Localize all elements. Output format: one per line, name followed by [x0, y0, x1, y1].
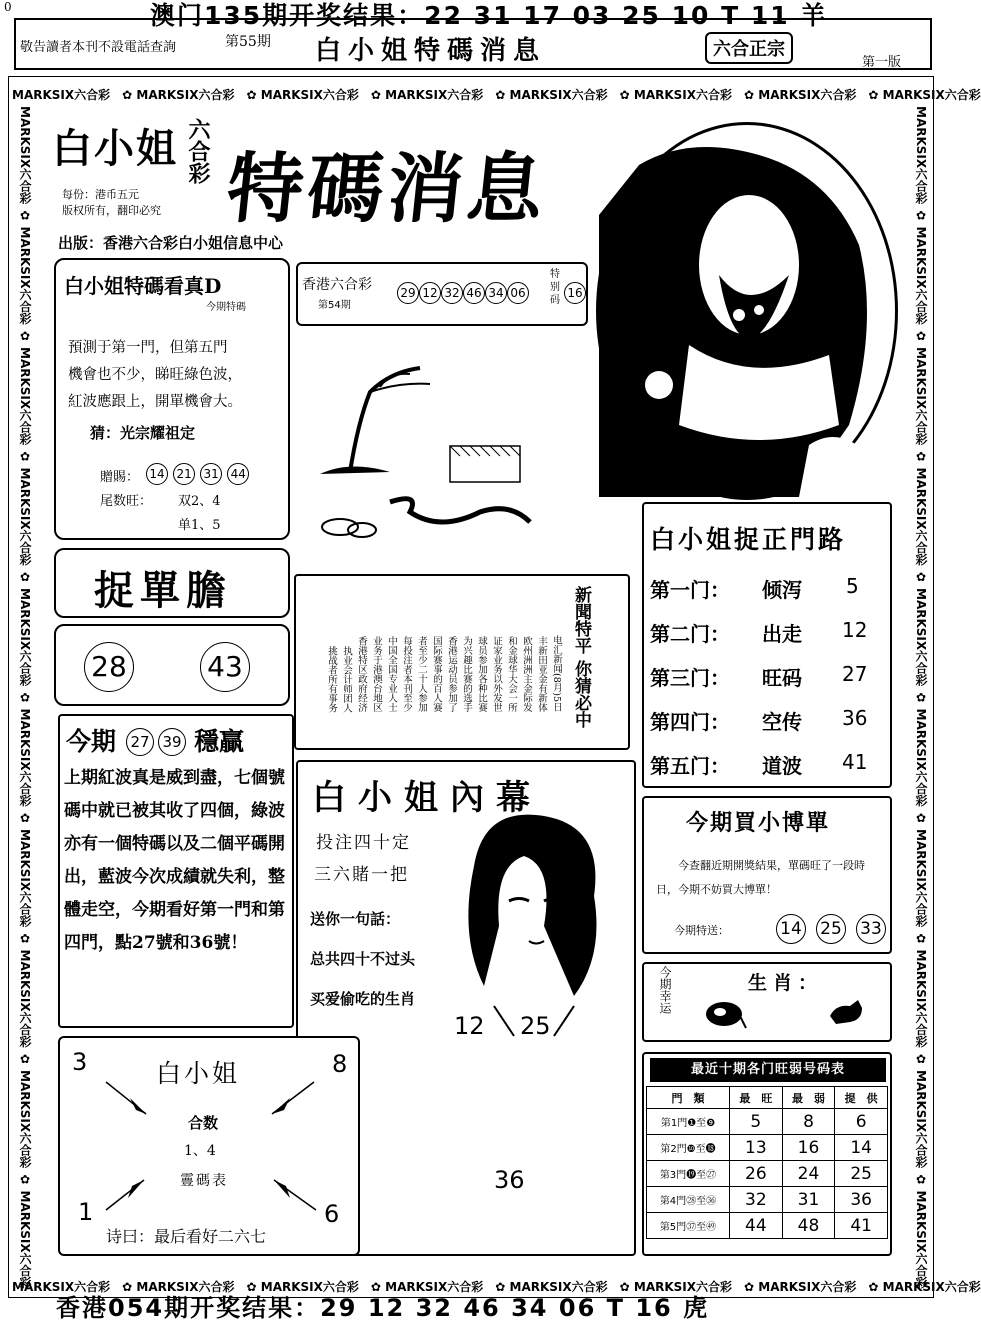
- tail-label: 尾数旺：: [100, 494, 153, 509]
- inside-gift-line-1: 总共四十不过头: [310, 950, 416, 968]
- corner-mark: 0: [4, 0, 12, 14]
- gate-number: 27: [842, 662, 868, 686]
- stats-cold: 48: [782, 1213, 835, 1239]
- gift-number: 14: [146, 463, 168, 485]
- compass-sum-value: 1、4: [184, 1143, 216, 1159]
- win-number-1: 27: [126, 728, 154, 756]
- stats-gate: 第5門: [659, 1222, 687, 1233]
- news-column: 为兴趣比赛的选手: [461, 636, 472, 712]
- inside-line-2: 三六賭一把: [314, 865, 409, 885]
- stats-cold: 8: [782, 1109, 835, 1135]
- tip-line-2: 機會也不少，睇旺綠色波，: [68, 367, 242, 383]
- stats-gate: 第4門: [659, 1196, 687, 1207]
- inside-title: 白小姐內幕: [312, 778, 542, 818]
- tip-line-3: 紅波應跟上，開單機會大。: [68, 394, 242, 410]
- tip-title: 白小姐特碼看真D: [64, 274, 222, 298]
- compass-poem: 诗曰：最后看好二六七: [106, 1227, 267, 1246]
- tail-odd: 单1、5: [178, 518, 221, 533]
- stamp-badge: 六合正宗: [705, 32, 793, 64]
- hk-result-numbers: [397, 282, 529, 304]
- compass-number-tr: 8: [332, 1050, 348, 1078]
- news-column: 电汇新闻(8月)5日: [551, 635, 562, 712]
- tip-subtitle: 今期特碼: [206, 302, 246, 313]
- news-column: 球员参加各种比赛: [476, 636, 487, 712]
- stats-header: 提 供: [835, 1087, 888, 1109]
- win-box: [58, 714, 294, 1028]
- news-column: 证家业务以外发世: [491, 636, 502, 712]
- woman-sketch-illustration: [454, 806, 604, 1046]
- tip-line-1: 預測于第一門，但第五門: [68, 340, 228, 356]
- inside-gift-title: 送你一句話：: [310, 910, 401, 928]
- stats-hot: 26: [730, 1161, 783, 1187]
- gate-label: 第五门：: [650, 754, 730, 778]
- gate-word: 倾泻: [762, 578, 802, 602]
- stats-title: 最近十期各门旺弱号码表: [650, 1058, 886, 1082]
- news-column: 挑战者所有事务: [326, 645, 337, 712]
- stats-row: [647, 1161, 888, 1187]
- win-number-2: 39: [158, 728, 186, 756]
- stats-table: [646, 1086, 888, 1239]
- portrait-illustration: [599, 125, 895, 497]
- catch-number-1: 28: [84, 642, 134, 692]
- gate-label: 第四门：: [650, 710, 730, 734]
- stats-range: ㉘至㊱: [686, 1196, 717, 1207]
- brand-sub: 六合彩: [185, 118, 211, 184]
- win-body: 上期紅波真是威到盡，七個號碼中就已被其收了四個，綠波亦有一個特碼以及二個平碼開出，藍波今次成績就失利，整體走空，今期看好第一門和第四門，點27號和36號！: [64, 768, 285, 953]
- stats-hot: 32: [730, 1187, 783, 1213]
- inside-number-a: 12: [454, 1012, 485, 1040]
- news-column: 香港特区政府经济: [356, 636, 367, 712]
- inside-number-b: 25: [520, 1012, 551, 1040]
- header-title: 白小姐特碼消息: [315, 36, 547, 66]
- gate-word: 出走: [762, 622, 802, 646]
- stats-pick: 6: [835, 1109, 888, 1135]
- news-headline: 新聞特平 你猜必中: [571, 586, 591, 728]
- special-number: 16: [564, 282, 586, 304]
- news-box: [294, 574, 630, 750]
- compass-number-bl: 1: [78, 1198, 94, 1226]
- zodiac-title: 生肖：: [748, 972, 824, 994]
- hk-number: 32: [441, 282, 463, 304]
- stats-gate: 第1門: [660, 1118, 688, 1129]
- gates-box: [642, 502, 892, 788]
- gate-label: 第一门：: [650, 578, 730, 602]
- ox-icon: [826, 996, 866, 1028]
- gift-number: 44: [227, 463, 249, 485]
- news-column: 中国全国专业人士: [386, 636, 397, 712]
- small-bet-label: 今期特送：: [674, 924, 729, 937]
- stats-row: [647, 1109, 888, 1135]
- small-bet-number: 33: [856, 914, 886, 944]
- stats-range: ❶至❾: [687, 1118, 716, 1129]
- compass-number-br: 6: [324, 1200, 340, 1228]
- stats-pick: 36: [835, 1187, 888, 1213]
- gate-word: 空传: [762, 710, 802, 734]
- news-column: 欧州洲洲主金际发: [521, 636, 532, 712]
- gate-number: 12: [842, 618, 868, 642]
- tail-even: 双2、4: [178, 494, 221, 509]
- masthead-title: 特碼消息: [222, 144, 553, 233]
- news-columns: [302, 584, 564, 714]
- news-column: 丰新田亚金有新体: [536, 636, 547, 712]
- news-column: 者至少二十人参加: [416, 636, 427, 712]
- news-column: 执业会计师团人: [341, 645, 352, 712]
- price-label: 每份：港币五元: [62, 188, 139, 201]
- stats-pick: 41: [835, 1213, 888, 1239]
- tree-snake-illustration: [310, 362, 540, 552]
- publisher-label: 出版：香港六合彩白小姐信息中心: [58, 234, 284, 252]
- small-bet-body: 今查翻近期開獎結果，單碼旺了一段時日，今期不妨買大博單！: [656, 859, 865, 896]
- inside-gift-line-2: 买爱偷吃的生肖: [310, 990, 416, 1008]
- compass-sum-label: 合数: [188, 1114, 219, 1132]
- zodiac-box: [642, 962, 892, 1042]
- stats-row: [647, 1135, 888, 1161]
- stats-header: 最 弱: [782, 1087, 835, 1109]
- issue-number: 第55期: [225, 34, 271, 50]
- hk-result-banner: 香港054期开奖结果：29 12 32 46 34 06 T 16 虎: [56, 1294, 710, 1322]
- stats-row: [647, 1187, 888, 1213]
- news-column: 业务于港澳台地区: [371, 636, 382, 712]
- news-column: 每投注者本刊至少: [401, 636, 412, 712]
- gift-label: 贈賜：: [100, 470, 140, 485]
- stats-pick: 25: [835, 1161, 888, 1187]
- stats-box: [642, 1052, 892, 1256]
- gates-title: 白小姐捉正門路: [650, 525, 847, 554]
- copyright-label: 版权所有，翻印必究: [62, 204, 161, 217]
- portrait-oval: [596, 122, 898, 500]
- stats-cold: 31: [782, 1187, 835, 1213]
- gift-number: 31: [200, 463, 222, 485]
- stats-row: [647, 1213, 888, 1239]
- rat-icon: [702, 996, 748, 1032]
- stats-range: ❿至⓲: [686, 1144, 716, 1155]
- gift-numbers: [146, 463, 249, 485]
- small-bet-title: 今期買小博單: [686, 811, 831, 836]
- stats-header: 門 類: [647, 1087, 730, 1109]
- stats-gate: 第2門: [660, 1144, 687, 1155]
- edition-label: 第一版: [862, 55, 902, 70]
- compass-title: 白小姐: [156, 1059, 241, 1088]
- stats-pick: 14: [835, 1135, 888, 1161]
- win-suffix: 穩贏: [194, 727, 245, 756]
- stats-range: ⓳至㉗: [686, 1170, 717, 1181]
- compass-table-label: 霻碼表: [180, 1173, 228, 1189]
- news-column: 和金球华大会一所: [506, 636, 517, 712]
- small-bet-number: 14: [776, 914, 806, 944]
- catch-single-title: 捉單膽: [94, 567, 232, 614]
- zodiac-label: 今期幸运: [658, 966, 672, 1014]
- gate-label: 第三门：: [650, 666, 730, 690]
- hk-number: 06: [507, 282, 529, 304]
- stats-hot: 13: [730, 1135, 783, 1161]
- border-strip-right: MARKSIX六合彩 ✿ MARKSIX六合彩 ✿ MARKSIX六合彩 ✿ MARKSIX六合彩 ✿ MARKSIX六合彩 ✿ MARKSIX六合彩 ✿ MARKSIX六合彩 ✿ MARKSIX六合彩 ✿ MARKSIX六合彩 ✿ MARKSIX六合彩: [914, 106, 928, 1289]
- small-bet-number: 25: [816, 914, 846, 944]
- tip-box: [54, 258, 290, 540]
- brand-name: 白小姐: [52, 125, 178, 172]
- news-column: 国际赛事的百人赛: [431, 636, 442, 712]
- special-label: 特别码: [550, 269, 560, 306]
- hk-number: 46: [463, 282, 485, 304]
- hk-result-label: 香港六合彩: [302, 277, 372, 293]
- stats-hot: 5: [730, 1109, 783, 1135]
- inside-number-c: 36: [494, 1166, 525, 1194]
- news-column: 香港运动员参加了: [446, 636, 457, 712]
- win-prefix: 今期: [66, 727, 117, 756]
- gate-number: 41: [842, 750, 868, 774]
- hk-number: 12: [419, 282, 441, 304]
- stats-gate: 第3門: [659, 1170, 687, 1181]
- stats-cold: 24: [782, 1161, 835, 1187]
- tip-guess: 猜：光宗耀祖定: [90, 424, 196, 442]
- gate-number: 5: [846, 574, 859, 598]
- stats-header: 最 旺: [730, 1087, 783, 1109]
- stats-range: ㊲至㊾: [686, 1222, 717, 1233]
- hk-number: 34: [485, 282, 507, 304]
- gate-word: 旺码: [762, 666, 802, 690]
- inside-line-1: 投注四十定: [316, 833, 411, 853]
- catch-single-numbers-box: [54, 624, 290, 706]
- gate-word: 道波: [762, 754, 802, 778]
- border-strip-left: MARKSIX六合彩 ✿ MARKSIX六合彩 ✿ MARKSIX六合彩 ✿ MARKSIX六合彩 ✿ MARKSIX六合彩 ✿ MARKSIX六合彩 ✿ MARKSIX六合彩 ✿ MARKSIX六合彩 ✿ MARKSIX六合彩 ✿ MARKSIX六合彩: [18, 106, 32, 1289]
- stats-cold: 16: [782, 1135, 835, 1161]
- compass-box: [58, 1036, 360, 1256]
- macau-result-banner: 澳门135期开奖结果：22 31 17 03 25 10 T 11 羊: [150, 1, 828, 30]
- small-bet-box: [642, 796, 892, 954]
- gate-number: 36: [842, 706, 868, 730]
- border-strip-bottom: MARKSIX六合彩 ✿ MARKSIX六合彩 ✿ MARKSIX六合彩 ✿ MARKSIX六合彩 ✿ MARKSIX六合彩 ✿ MARKSIX六合彩 ✿ MARKSIX六合彩 ✿ MARKSIX六合彩: [12, 1280, 981, 1294]
- notice-text: 敬告讀者本刊不設電話查詢: [20, 40, 177, 55]
- catch-single-title-box: [54, 548, 290, 618]
- border-strip-top: MARKSIX六合彩 ✿ MARKSIX六合彩 ✿ MARKSIX六合彩 ✿ MARKSIX六合彩 ✿ MARKSIX六合彩 ✿ MARKSIX六合彩 ✿ MARKSIX六合彩 ✿ MARKSIX六合彩: [12, 88, 981, 102]
- compass-number-tl: 3: [72, 1048, 88, 1076]
- gift-number: 21: [173, 463, 195, 485]
- hk-result-issue: 第54期: [318, 300, 351, 311]
- border-text: MARKSIX六合彩: [12, 88, 111, 102]
- hk-number: 29: [397, 282, 419, 304]
- gate-label: 第二门：: [650, 622, 730, 646]
- hk-result-box: [296, 262, 588, 326]
- catch-number-2: 43: [200, 642, 250, 692]
- stats-hot: 44: [730, 1213, 783, 1239]
